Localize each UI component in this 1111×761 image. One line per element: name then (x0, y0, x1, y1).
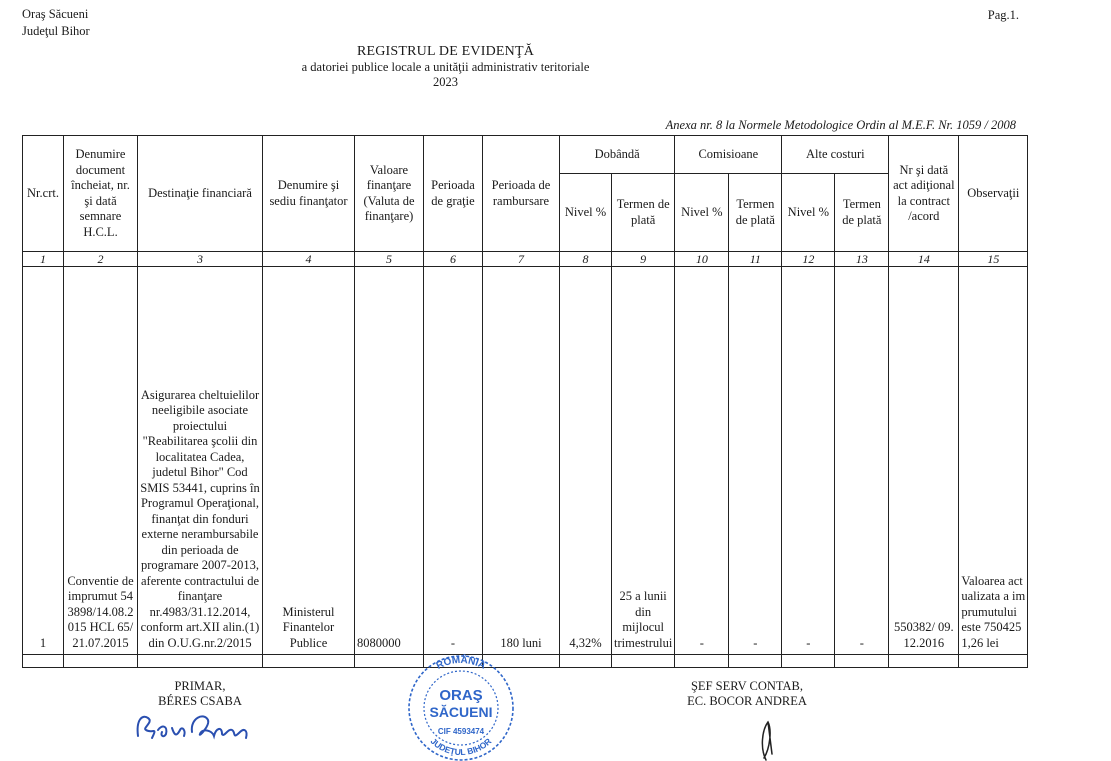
register-year: 2023 (433, 75, 458, 89)
header-commissions: Comisioane (675, 136, 782, 174)
column-number: 4 (263, 252, 355, 267)
column-number: 10 (675, 252, 729, 267)
column-number: 7 (483, 252, 560, 267)
stamp-line1: ORAŞ (439, 687, 483, 704)
page-number: Pag.1. (987, 8, 1019, 22)
cell-commission-term: - (729, 267, 782, 655)
cell-document: Conventie de imprumut 543898/14.08.2015 HCL 65/ 21.07.2015 (64, 267, 138, 655)
cell-observations: Valoarea actualizata a imprumutului este 7504251,26 lei (959, 267, 1028, 655)
cell-grace-period: - (424, 267, 483, 655)
column-number: 11 (729, 252, 782, 267)
town-name: Oraş Săcueni (22, 7, 89, 21)
column-number: 3 (138, 252, 263, 267)
header-repayment-period: Perioada de rambursare (483, 136, 560, 252)
header-grace-period: Perioada de graţie (424, 136, 483, 252)
cell-interest-term: 25 a lunii din mijlocul trimestrului (612, 267, 675, 655)
annex-reference: Anexa nr. 8 la Normele Metodologice Ordin al M.E.F. Nr. 1059 / 2008 (665, 118, 1016, 132)
cell-value: 8080000 (355, 267, 424, 655)
column-number: 13 (835, 252, 889, 267)
cell-destination: Asigurarea cheltuielilor neeligibile asociate proiectului "Reabilitarea şcolii din localitatea Cadea, judetul Bihor" Cod SMIS 53441, cuprins în Programul Operaţional, finanţat din fonduri externe nerambursabile din perioada de programare 2007-2013, aferente contractului de finanţare nr.4983/31.12.2014, conform art.XII alin.(1) din O.U.G.nr.2/2015 (138, 267, 263, 655)
official-stamp (402, 650, 520, 761)
cell-repayment-period: 180 luni (483, 267, 560, 655)
header-observations: Observaţii (959, 136, 1028, 252)
stamp-county: JUDEŢUL BIHOR (428, 736, 494, 758)
county-name: Judeţul Bihor (22, 24, 90, 38)
stamp-country: ROMÂNIA (434, 654, 488, 672)
header-addendum: Nr şi dată act adiţional la contract /acord (889, 136, 959, 252)
register-title: REGISTRUL DE EVIDENŢĂ (356, 44, 535, 59)
header-other-term: Termen de plată (835, 174, 889, 252)
accountant-title: ŞEF SERV CONTAB, (690, 679, 804, 693)
header-lender: Denumire şi sediu finanţator (263, 136, 355, 252)
header-interest: Dobândă (560, 136, 675, 174)
column-number-row (23, 252, 1028, 267)
mayor-name: BÉRES CSABA (158, 694, 242, 708)
header-interest-level: Nivel % (560, 174, 612, 252)
header-commission-level: Nivel % (675, 174, 729, 252)
cell-lender: Ministerul Finantelor Publice (263, 267, 355, 655)
svg-text:ROMÂNIA (435, 653, 488, 672)
cell-commission-level: - (675, 267, 729, 655)
cell-nr: 1 (23, 267, 64, 655)
cell-addendum: 550382/ 09.12.2016 (889, 267, 959, 655)
accountant-signature-block (672, 679, 822, 709)
mayor-title: PRIMAR, (174, 679, 226, 693)
accountant-handwritten-signature (752, 718, 782, 761)
header-interest-term: Termen de plată (612, 174, 675, 252)
column-number: 1 (23, 252, 64, 267)
header-value: Valoare finanţare (Valuta de finanţare) (355, 136, 424, 252)
cell-interest-level: 4,32% (560, 267, 612, 655)
header-destination: Destinaţie financiară (138, 136, 263, 252)
table-row (23, 267, 1028, 655)
stamp-line2: SĂCUENI (429, 704, 493, 720)
column-number: 2 (64, 252, 138, 267)
register-subtitle: a datoriei publice locale a unităţii administrativ teritoriale (301, 59, 590, 74)
cell-other-term: - (835, 267, 889, 655)
column-number: 8 (560, 252, 612, 267)
header-other-costs: Alte costuri (782, 136, 889, 174)
column-number: 5 (355, 252, 424, 267)
header-other-level: Nivel % (782, 174, 835, 252)
debt-register-table (22, 135, 1028, 668)
cell-other-level: - (782, 267, 835, 655)
document-title (0, 44, 1111, 91)
empty-row (23, 655, 1028, 668)
column-number: 9 (612, 252, 675, 267)
document-header-left (22, 6, 90, 40)
column-number: 6 (424, 252, 483, 267)
header-nr-crt: Nr.crt. (23, 136, 64, 252)
stamp-cif: CIF 4593474 (437, 727, 485, 736)
accountant-name: EC. BOCOR ANDREA (687, 694, 807, 708)
column-number: 15 (959, 252, 1028, 267)
column-number: 14 (889, 252, 959, 267)
mayor-signature-block (150, 679, 250, 709)
header-document: Denumire document încheiat, nr. şi dată semnare H.C.L. (64, 136, 138, 252)
header-commission-term: Termen de plată (729, 174, 782, 252)
column-number: 12 (782, 252, 835, 267)
mayor-handwritten-signature (128, 708, 258, 744)
